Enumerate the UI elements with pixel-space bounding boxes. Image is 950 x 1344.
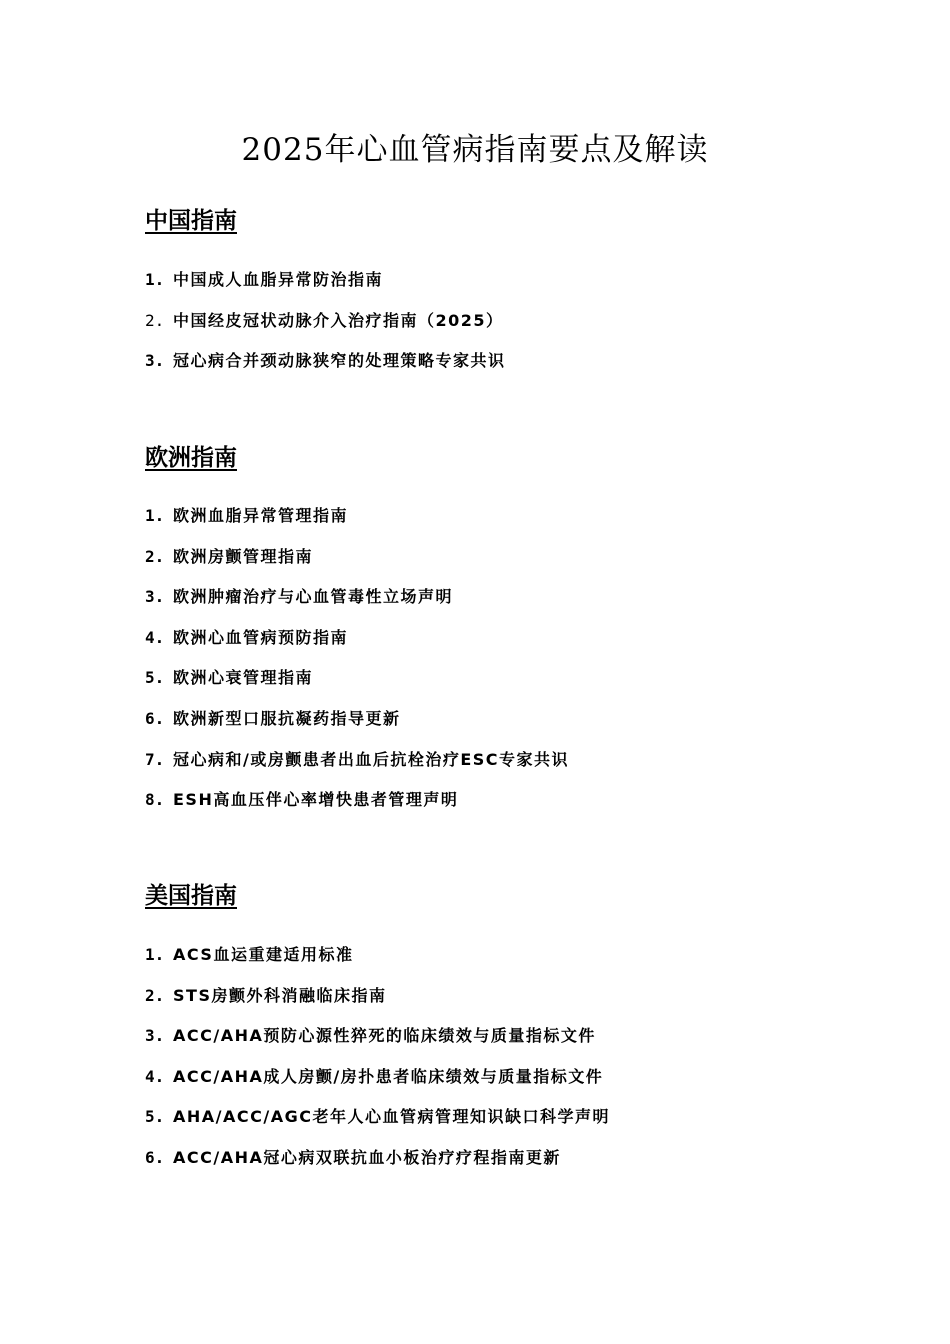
section-heading-europe: 欧洲指南	[145, 445, 237, 471]
list-item	[145, 546, 569, 587]
list-item	[145, 667, 569, 708]
list-item	[145, 586, 569, 627]
item-text: 冠心病合并颈动脉狭窄的处理策略专家共识	[173, 351, 506, 371]
item-text: 欧洲新型口服抗凝药指导更新	[173, 708, 401, 728]
item-number: 7.	[145, 749, 165, 769]
item-text: 欧洲血脂异常管理指南	[173, 506, 349, 525]
item-number: 3.	[145, 351, 165, 371]
list-item	[145, 944, 610, 985]
item-number: 4.	[145, 627, 165, 647]
item-number: 6.	[145, 708, 165, 728]
item-number: 8.	[145, 790, 165, 810]
list-item	[145, 708, 569, 749]
china-guideline-list	[145, 269, 506, 391]
item-number: 6.	[145, 1147, 165, 1167]
item-number: 2.	[145, 310, 165, 330]
item-text: 欧洲心血管病预防指南	[173, 627, 349, 647]
list-item	[145, 1066, 610, 1107]
item-number: 3.	[145, 1026, 165, 1046]
item-text: ACC/AHA成人房颤/房扑患者临床绩效与质量指标文件	[173, 1066, 604, 1086]
item-text: 中国经皮冠状动脉介入治疗指南（2025）	[173, 310, 504, 330]
item-text: 冠心病和/或房颤患者出血后抗栓治疗ESC专家共识	[173, 749, 570, 769]
item-number: 2.	[145, 546, 165, 566]
item-text: ACS血运重建适用标准	[173, 945, 354, 964]
list-item	[145, 1106, 610, 1147]
list-item	[145, 749, 569, 790]
document-title: 2025年心血管病指南要点及解读	[241, 132, 709, 168]
item-text: 欧洲肿瘤治疗与心血管毒性立场声明	[173, 587, 454, 607]
item-text: ESH高血压伴心率增快患者管理声明	[173, 790, 459, 810]
item-text: 中国成人血脂异常防治指南	[173, 270, 384, 289]
section-heading-china: 中国指南	[145, 208, 237, 234]
list-item	[145, 985, 610, 1026]
item-number: 1.	[145, 506, 165, 525]
item-text: ACC/AHA预防心源性猝死的临床绩效与质量指标文件	[173, 1026, 596, 1046]
item-number: 5.	[145, 1107, 165, 1127]
list-item	[145, 269, 506, 310]
item-number: 1.	[145, 945, 165, 964]
item-text: AHA/ACC/AGC老年人心血管病管理知识缺口科学声明	[173, 1107, 610, 1127]
item-text: 欧洲心衰管理指南	[173, 668, 314, 688]
list-item	[145, 350, 506, 391]
item-number: 1.	[145, 270, 165, 289]
list-item	[145, 310, 506, 351]
item-text: ACC/AHA冠心病双联抗血小板治疗疗程指南更新	[173, 1147, 561, 1167]
item-number: 4.	[145, 1066, 165, 1086]
list-item	[145, 1147, 610, 1188]
list-item	[145, 627, 569, 668]
item-number: 3.	[145, 587, 165, 607]
list-item	[145, 789, 569, 830]
usa-guideline-list	[145, 944, 610, 1188]
europe-guideline-list	[145, 505, 569, 830]
section-heading-usa: 美国指南	[145, 883, 237, 909]
item-text: 欧洲房颤管理指南	[173, 546, 314, 566]
item-number: 5.	[145, 668, 165, 688]
list-item	[145, 1025, 610, 1066]
list-item	[145, 505, 569, 546]
item-text: STS房颤外科消融临床指南	[173, 985, 387, 1005]
item-number: 2.	[145, 985, 165, 1005]
